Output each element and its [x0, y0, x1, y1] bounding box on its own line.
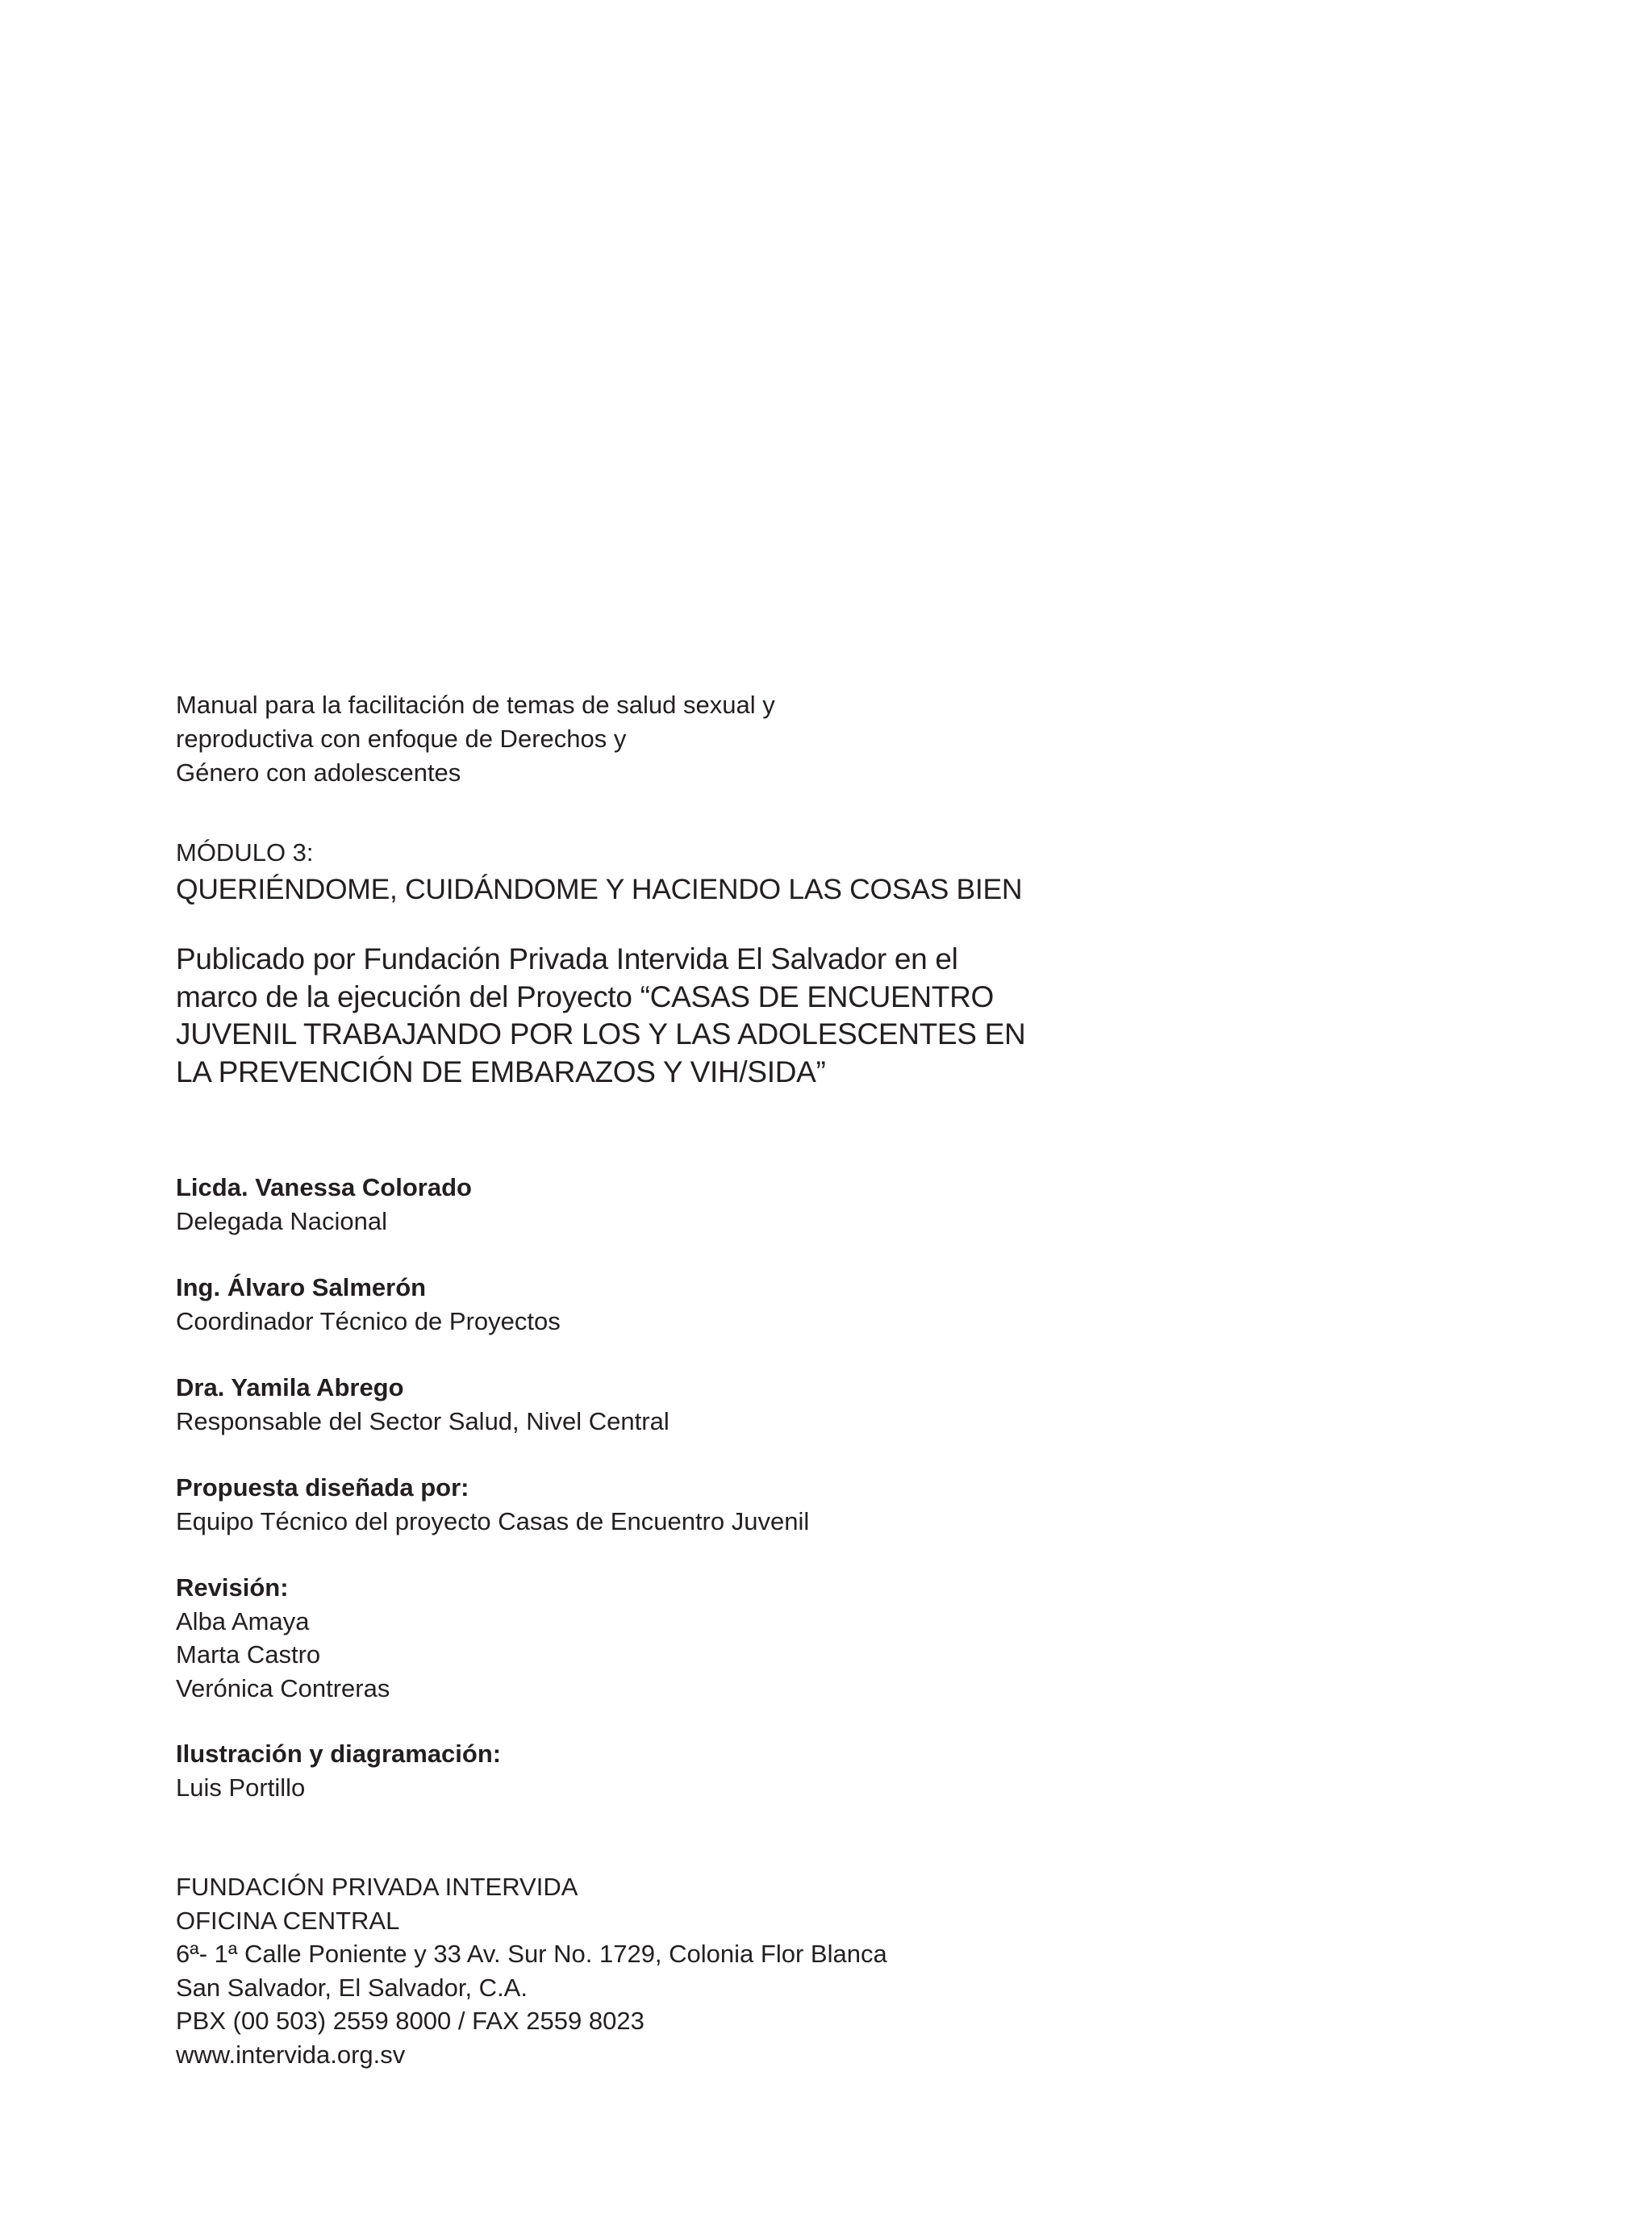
credit-delegada — [176, 1171, 472, 1238]
publication-line: JUVENIL TRABAJANDO POR LOS Y LAS ADOLESCENTES EN — [176, 1017, 1026, 1051]
manual-description-line: reproductiva con enfoque de Derechos y — [176, 725, 627, 753]
organization-name: FUNDACIÓN PRIVADA INTERVIDA — [176, 1873, 578, 1901]
phone-fax-line: PBX (00 503) 2559 8000 / FAX 2559 8023 — [176, 2007, 645, 2035]
office-name: OFICINA CENTRAL — [176, 1906, 400, 1935]
credit-role: Luis Portillo — [176, 1773, 306, 1802]
credit-revision — [176, 1571, 390, 1705]
publication-line: Publicado por Fundación Privada Intervida El Salvador en el — [176, 942, 958, 975]
credit-role: Coordinador Técnico de Proyectos — [176, 1306, 561, 1335]
credit-role: Alba Amaya — [176, 1606, 310, 1635]
credit-name: Ing. Álvaro Salmerón — [176, 1273, 427, 1301]
credit-role: Equipo Técnico del proyecto Casas de Encuentro Juvenil — [176, 1506, 810, 1535]
module-label: MÓDULO 3: — [176, 838, 314, 867]
publication-line: marco de la ejecución del Proyecto “CASAS DE ENCUENTRO — [176, 980, 995, 1013]
manual-description-line: Género con adolescentes — [176, 758, 461, 787]
credit-name: Dra. Yamila Abrego — [176, 1373, 404, 1401]
credit-ilustracion — [176, 1737, 501, 1804]
credit-role: Verónica Contreras — [176, 1673, 390, 1702]
credit-salud — [176, 1371, 670, 1438]
credit-heading: Propuesta diseñada por: — [176, 1473, 469, 1502]
publication-statement — [176, 941, 1025, 1091]
credit-propuesta — [176, 1471, 809, 1538]
credit-coordinador — [176, 1271, 561, 1338]
organization-contact — [176, 1870, 887, 2071]
credit-role: Responsable del Sector Salud, Nivel Central — [176, 1406, 670, 1435]
credit-name: Licda. Vanessa Colorado — [176, 1173, 472, 1201]
city-line: San Salvador, El Salvador, C.A. — [176, 1973, 528, 2002]
credit-heading: Revisión: — [176, 1573, 289, 1602]
publication-line: LA PREVENCIÓN DE EMBARAZOS Y VIH/SIDA” — [176, 1055, 826, 1088]
credit-role: Marta Castro — [176, 1640, 321, 1669]
manual-description-line: Manual para la facilitación de temas de salud sexual y — [176, 691, 775, 719]
credit-role: Delegada Nacional — [176, 1206, 387, 1235]
credit-heading: Ilustración y diagramación: — [176, 1740, 502, 1768]
manual-description — [176, 688, 775, 790]
address-line: 6ª- 1ª Calle Poniente y 33 Av. Sur No. 1729, Colonia Flor Blanca — [176, 1940, 887, 1968]
website-link[interactable]: www.intervida.org.sv — [176, 2040, 406, 2069]
module-title: QUERIÉNDOME, CUIDÁNDOME Y HACIENDO LAS COSAS BIEN — [176, 873, 1023, 905]
